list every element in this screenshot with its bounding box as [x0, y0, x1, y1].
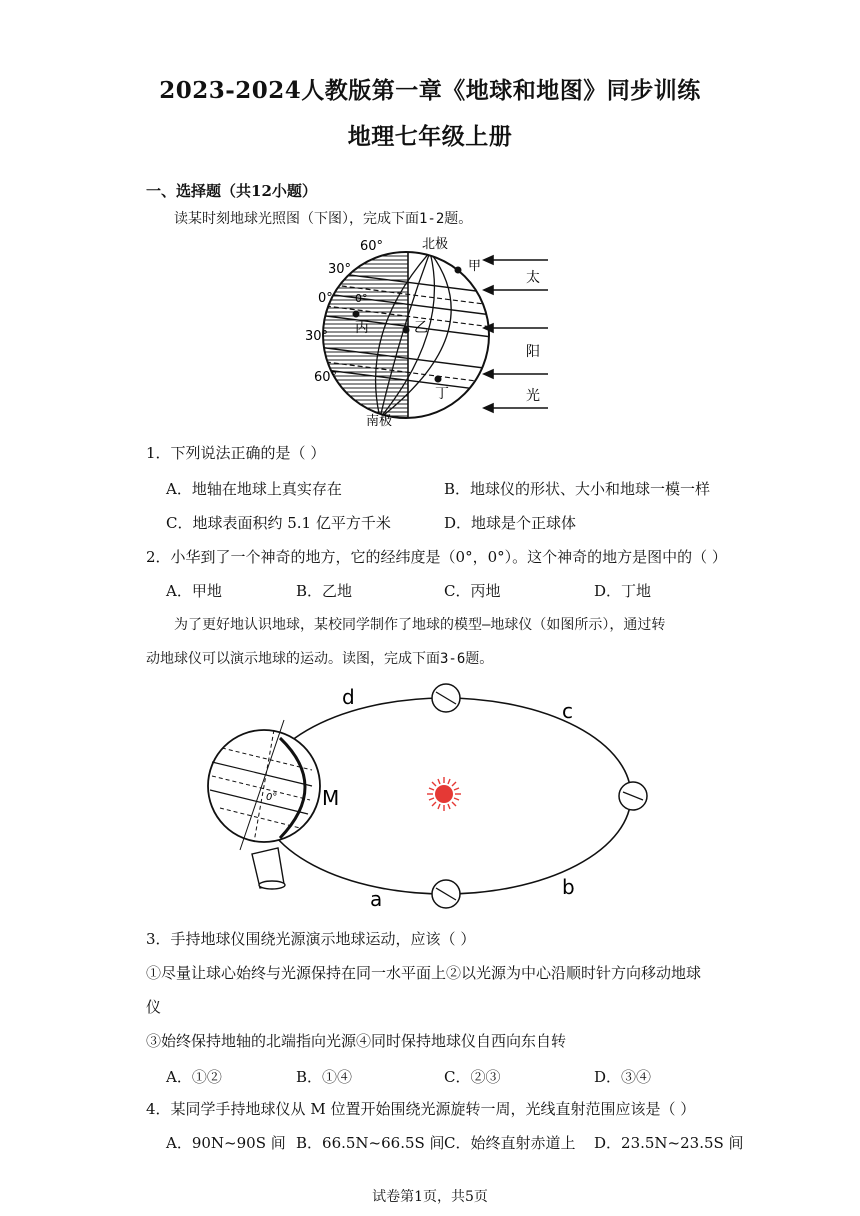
- label-lat30s: 30°: [305, 329, 329, 344]
- label-guang: 光: [526, 388, 540, 404]
- point-yi: [403, 327, 410, 334]
- label-ding: 丁: [435, 386, 449, 402]
- label-bing: 丙: [355, 320, 369, 336]
- label-lat60n: 60°: [360, 239, 384, 254]
- earth-illumination-figure: [300, 232, 560, 432]
- point-jia: [455, 267, 462, 274]
- q2-option-b[interactable]: B．乙地: [296, 582, 353, 600]
- intro-text-1: 读某时刻地球光照图（下图），完成下面1-2题。: [174, 211, 473, 227]
- label-south-pole: 南极: [366, 414, 393, 429]
- label-lat0: 0°: [318, 291, 333, 306]
- label-lat60s: 60°: [314, 370, 338, 385]
- q4-stem: 4．某同学手持地球仪从 M 位置开始围绕光源旋转一周，光线直射范围应该是（ ）: [146, 1100, 696, 1118]
- q4-option-b[interactable]: B．66.5N~66.5S 间: [296, 1134, 445, 1152]
- q3-option-b[interactable]: B．①④: [296, 1068, 353, 1086]
- q3-stem: 3．手持地球仪围绕光源演示地球运动，应该（ ）: [146, 930, 476, 948]
- globe-orbit-figure: [200, 678, 660, 918]
- q3-option-a[interactable]: A．①②: [166, 1068, 222, 1086]
- q1-option-d[interactable]: D．地球是个正球体: [444, 514, 577, 532]
- label-eq: 0°: [266, 792, 278, 803]
- q1-option-a[interactable]: A．地轴在地球上真实存在: [166, 480, 342, 498]
- label-tai: 太: [526, 270, 540, 286]
- point-bing: [353, 311, 360, 318]
- page-subtitle: 地理七年级上册: [347, 123, 513, 150]
- label-c: c: [562, 699, 573, 723]
- label-lat30n: 30°: [328, 262, 352, 277]
- q2-option-a[interactable]: A．甲地: [166, 582, 222, 600]
- q3-statement-1-cont: 仪: [146, 998, 162, 1016]
- label-a: a: [370, 887, 383, 911]
- q3-statement-1: ①尽量让球心始终与光源保持在同一水平面上②以光源为中心沿顺时针方向移动地球: [146, 964, 702, 982]
- q3-option-c[interactable]: C．②③: [444, 1068, 501, 1086]
- q4-option-d[interactable]: D．23.5N~23.5S 间: [594, 1134, 744, 1152]
- page-footer: 试卷第1页，共5页: [372, 1189, 488, 1205]
- q2-stem: 2．小华到了一个神奇的地方，它的经纬度是（0°，0°）。这个神奇的地方是图中的（ ）: [146, 548, 727, 566]
- label-d: d: [342, 685, 355, 709]
- q2-option-d[interactable]: D．丁地: [594, 582, 652, 600]
- label-b: b: [562, 875, 575, 899]
- label-m: M: [322, 786, 340, 810]
- q3-statement-2: ③始终保持地轴的北端指向光源④同时保持地球仪自西向东自转: [146, 1032, 567, 1050]
- sun-icon: [427, 777, 461, 811]
- q1-option-b[interactable]: B．地球仪的形状、大小和地球一模一样: [444, 480, 711, 498]
- label-eq-inner: 0°: [355, 292, 368, 305]
- q2-option-c[interactable]: C．丙地: [444, 582, 501, 600]
- label-yang: 阳: [526, 344, 540, 360]
- q3-option-d[interactable]: D．③④: [594, 1068, 652, 1086]
- intro-text-2-line1: 为了更好地认识地球，某校同学制作了地球的模型—地球仪（如图所示），通过转: [174, 617, 666, 633]
- intro-text-2-line2: 动地球仪可以演示地球的运动。读图，完成下面3-6题。: [146, 651, 494, 667]
- page-title: 2023-2024人教版第一章《地球和地图》同步训练: [159, 77, 701, 104]
- q1-option-c[interactable]: C．地球表面积约 5.1 亿平方千米: [166, 514, 391, 532]
- q4-option-c[interactable]: C．始终直射赤道上: [444, 1134, 576, 1152]
- label-yi: 乙: [414, 320, 428, 336]
- section-heading: 一、选择题（共12小题）: [146, 182, 317, 200]
- label-north-pole: 北极: [422, 237, 449, 252]
- point-ding: [435, 376, 442, 383]
- label-jia: 甲: [468, 259, 482, 274]
- q1-stem: 1．下列说法正确的是（ ）: [146, 444, 326, 462]
- large-globe: [208, 720, 320, 889]
- q4-option-a[interactable]: A．90N~90S 间: [166, 1134, 286, 1152]
